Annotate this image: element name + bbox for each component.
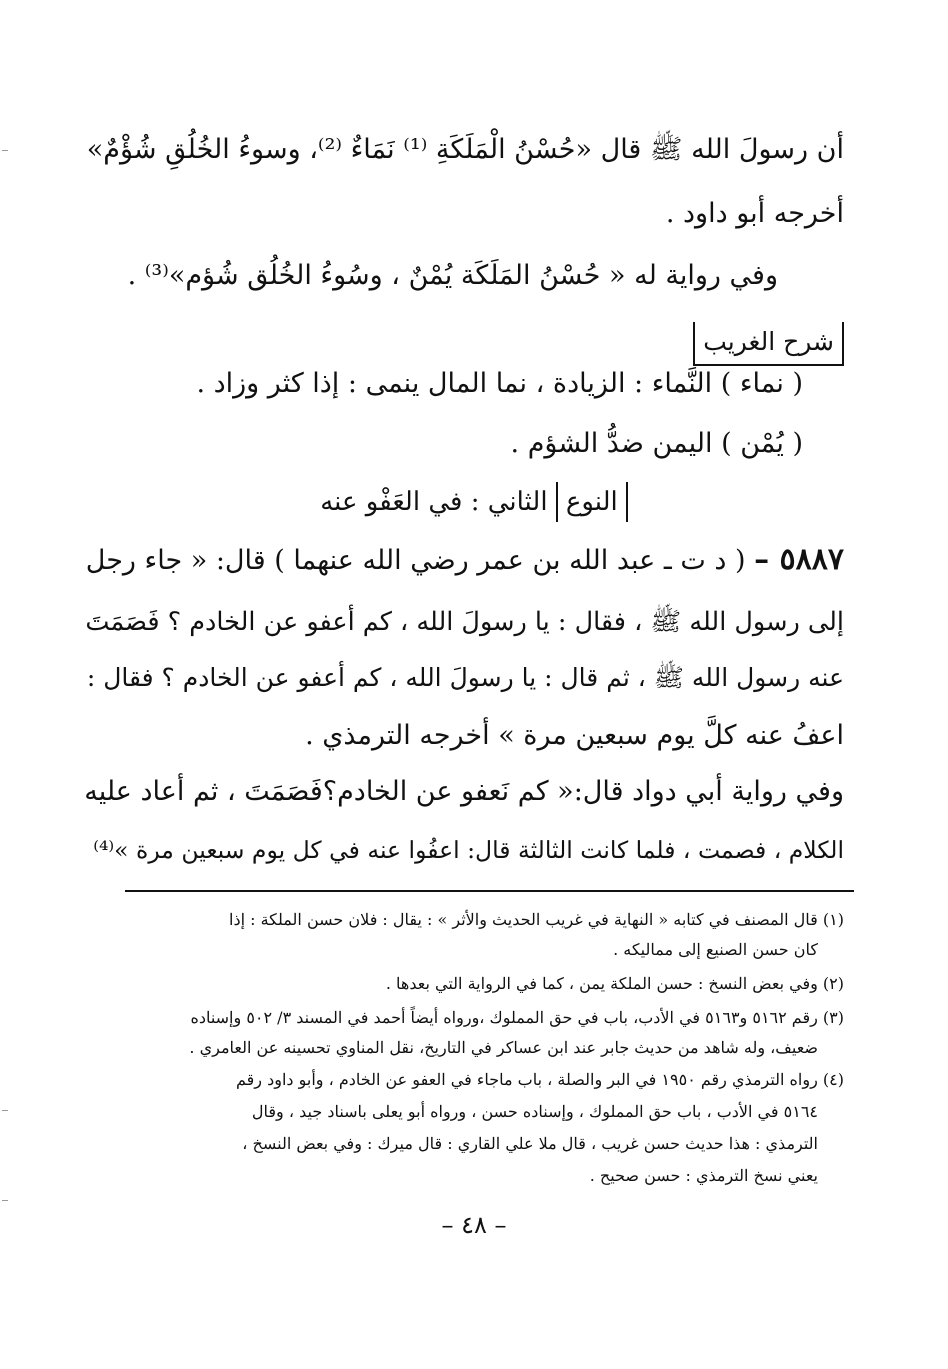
page-number: – ٤٨ – <box>441 1211 507 1239</box>
scan-edge-mark <box>2 1110 8 1111</box>
footnote-1-line-1: (١) قال المصنف في كتابه « النهاية في غريب الحديث والأثر » : يقال : فلان حسن الملكة : إذا <box>229 910 844 929</box>
hadith-number: ٥٨٨٧ – <box>754 542 844 577</box>
hadith-line-3: عنه رسول الله ﷺ ، ثم قال : يا رسولَ الله ، كم أعفو عن الخادم ؟ فقال : <box>86 663 844 692</box>
section-heading-text: الثاني : في العَفْو عنه <box>320 487 548 517</box>
footnote-4-line-3: الترمذي : هذا حديث حسن غريب ، قال ملا علي القاري : قال ميرك : وفي بعض النسخ ، <box>242 1134 818 1153</box>
hadith-line-1 <box>86 540 844 581</box>
hadith-line-2: إلى رسول الله ﷺ ، فقال : يا رسولَ الله ، كم أعفو عن الخادم ؟ فَصَمَتَ <box>85 607 844 637</box>
section-heading <box>0 482 948 522</box>
footnote-separator <box>125 890 854 892</box>
footnote-4-line-1: (٤) رواه الترمذي رقم ١٩٥٠ في البر والصلة ، باب ماجاء في العفو عن الخادم ، وأبو داود رقم <box>236 1070 844 1089</box>
hadith-line-6: الكلام ، فصمت ، فلما كانت الثالثة قال: اعفُوا عنه في كل يوم سبعين مرة »⁽⁴⁾ <box>93 836 844 864</box>
gharib-heading <box>693 322 844 366</box>
footnote-1-line-2: كان حسن الصنيع إلى مماليكه . <box>613 940 818 959</box>
body-line-2: أخرجه أبو داود . <box>665 198 844 229</box>
hadith-line-5: وفي رواية أبي دواد قال:« كم نَعفو عن الخادم؟فَصَمَتَ ، ثم أعاد عليه <box>84 776 844 807</box>
footnote-4-line-4: يعني نسخ الترمذي : حسن صحيح . <box>589 1166 818 1185</box>
gharib-heading-label: شرح الغريب <box>693 322 844 366</box>
footnote-4-line-2: ٥١٦٤ في الأدب ، باب حق المملوك ، وإسناده حسن ، ورواه أبو يعلى باسناد جيد ، وقال <box>251 1102 818 1121</box>
gharib-entry-2: ( يُمْن ) اليمن ضدُّ الشؤم . <box>510 428 803 459</box>
scan-edge-mark <box>2 1200 8 1201</box>
footnote-2: (٢) وفي بعض النسخ : حسن الملكة يمن ، كما في الرواية التي بعدها . <box>385 974 844 993</box>
hadith-line-1-text: ( د ت ـ عبد الله بن عمر رضي الله عنهما ) قال: « جاء رجل <box>85 545 746 576</box>
hadith-line-4: اعفُ عنه كلَّ يوم سبعين مرة » أخرجه الترمذي . <box>305 720 844 751</box>
footnote-3-line-2: ضعيف، وله شاهد من حديث جابر عند ابن عساكر في التاريخ، نقل المناوي تحسينه عن العامري . <box>189 1038 818 1057</box>
body-line-1: أن رسولَ الله ﷺ قال «حُسْنُ الْمَلَكَةِ ⁽¹⁾ نَمَاءٌ ⁽²⁾، وسوءُ الخُلُقِ شُؤْمٌ» <box>86 134 844 165</box>
scan-edge-mark <box>2 150 8 151</box>
section-heading-label: النوع <box>556 482 628 522</box>
body-line-3: وفي رواية له « حُسْنُ المَلَكَة يُمْنٌ ، وسُوءُ الخُلُق شُؤم»⁽³⁾ . <box>127 260 778 291</box>
footnote-3-line-1: (٣) رقم ٥١٦٢ و٥١٦٣ في الأدب، باب في حق المملوك ،ورواه أيضاً أحمد في المسند ٣/ ٥٠٢ وإسناده <box>190 1008 844 1027</box>
gharib-entry-1: ( نماء ) النَّماء : الزيادة ، نما المال ينمى : إذا كثر وزاد . <box>196 368 803 399</box>
